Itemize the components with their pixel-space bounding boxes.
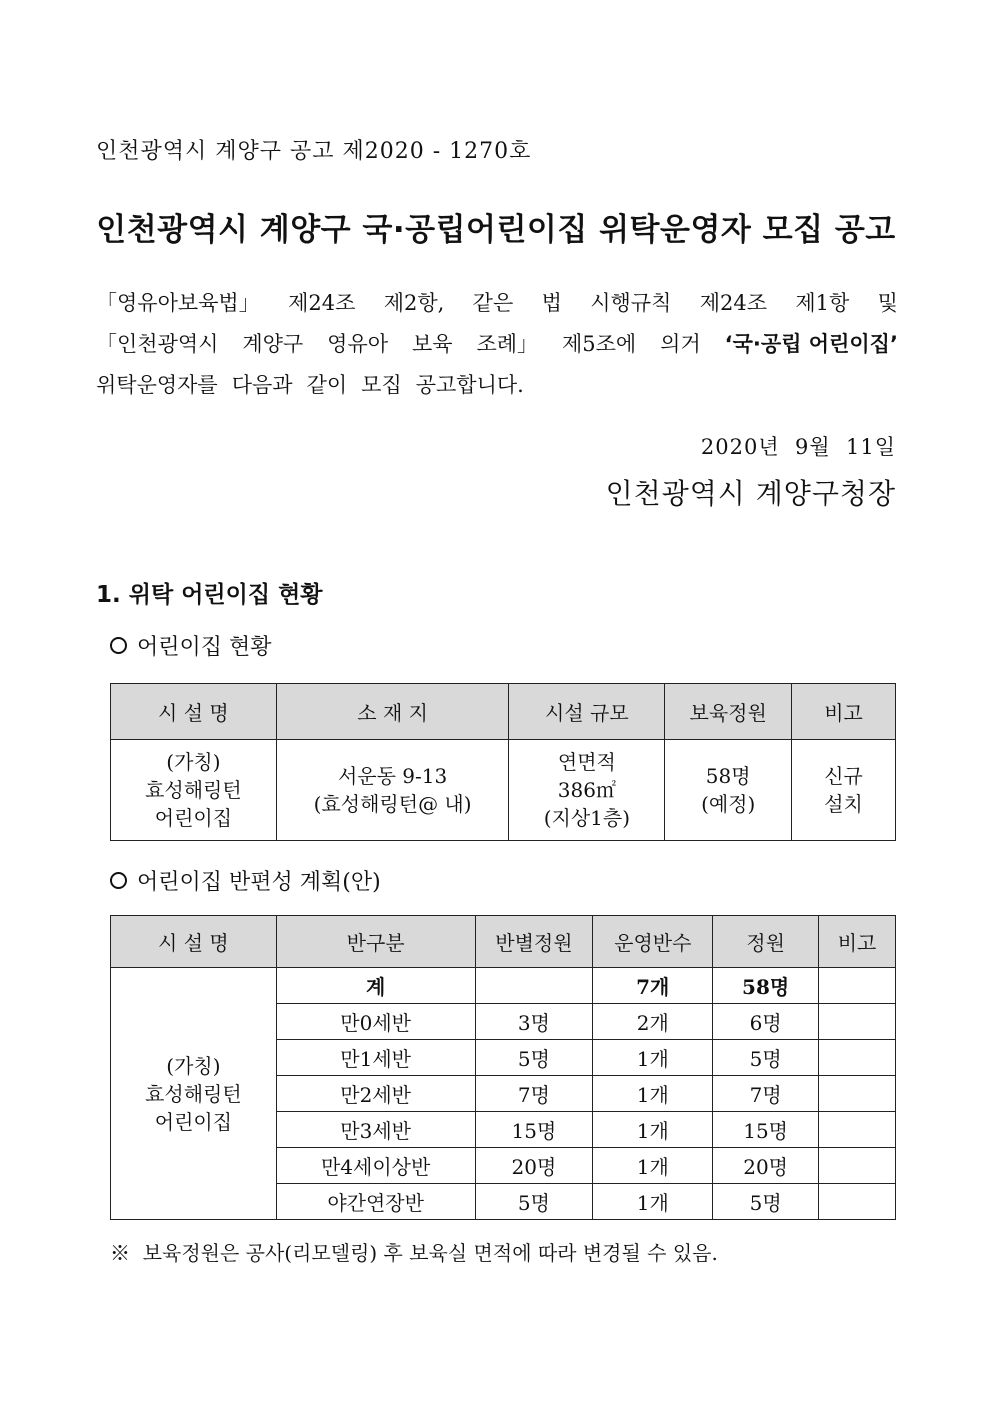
plan-heading-text: 어린이집 반편성 계획(안)	[137, 870, 381, 895]
table-row-total	[111, 968, 896, 1004]
status-table	[110, 683, 896, 841]
issuer-name: 인천광역시 계양구청장	[605, 477, 896, 510]
per-class-cell: 5명	[475, 1040, 593, 1076]
intro-line-2	[96, 324, 898, 365]
cell-line: (가칭)	[166, 750, 221, 774]
intro-word: 조례」	[476, 332, 539, 356]
col-header: 반구분	[276, 916, 475, 968]
intro-word: 「영유아보육법」	[96, 291, 260, 315]
circle-bullet-icon	[110, 637, 127, 654]
cell-line: 어린이집	[154, 1109, 233, 1134]
plan-heading	[110, 865, 381, 896]
note-cell	[819, 1184, 896, 1220]
intro-line-3	[96, 365, 898, 406]
page-title: 인천광역시 계양구 국·공립어린이집 위탁운영자 모집 공고	[96, 212, 896, 248]
intro-word: 같은	[472, 291, 514, 315]
facility-name-cell	[111, 968, 277, 1220]
class-cell: 만4세이상반	[276, 1148, 475, 1184]
circle-bullet-icon	[110, 872, 127, 889]
cell-line: 연면적	[557, 750, 616, 774]
cell-line: 효성해링턴	[145, 1081, 242, 1106]
intro-word: 다음과	[231, 373, 293, 397]
col-header: 시설 규모	[509, 684, 665, 740]
col-header: 비고	[792, 684, 896, 740]
footnote: ※ 보육정원은 공사(리모델링) 후 보육실 면적에 따라 변경될 수 있음.	[110, 1241, 718, 1265]
col-header: 소 재 지	[276, 684, 509, 740]
col-header: 정원	[713, 916, 819, 968]
capacity-cell	[665, 740, 792, 841]
class-cell: 야간연장반	[276, 1184, 475, 1220]
note-cell	[819, 1004, 896, 1040]
per-class-cell: 3명	[475, 1004, 593, 1040]
table-row	[111, 740, 896, 841]
count-cell: 1개	[593, 1040, 713, 1076]
intro-word: 시행규칙	[590, 291, 672, 315]
cell-line: 설치	[824, 792, 863, 816]
col-header: 비고	[819, 916, 896, 968]
note-cell	[819, 1112, 896, 1148]
class-cell: 만0세반	[276, 1004, 475, 1040]
col-header: 운영반수	[593, 916, 713, 968]
intro-word: 모집	[361, 373, 402, 397]
cell-line: 어린이집	[154, 806, 233, 830]
class-cell: 계	[276, 968, 475, 1004]
intro-word: 제2항,	[383, 291, 445, 315]
per-class-cell	[475, 968, 593, 1004]
intro-word: 위탁운영자를	[96, 373, 218, 397]
intro-word: 및	[877, 291, 898, 315]
total-cell: 5명	[713, 1040, 819, 1076]
intro-word: 같이	[306, 373, 348, 397]
total-cell: 58명	[713, 968, 819, 1004]
count-cell: 1개	[593, 1184, 713, 1220]
col-header: 보육정원	[665, 684, 792, 740]
class-cell: 만3세반	[276, 1112, 475, 1148]
cell-line: 신규	[824, 764, 863, 788]
per-class-cell: 20명	[475, 1148, 593, 1184]
intro-word: 제5조에	[562, 332, 637, 356]
count-cell: 7개	[593, 968, 713, 1004]
intro-word: 제24조	[699, 291, 768, 315]
intro-word: 영유아	[327, 332, 389, 356]
count-cell: 2개	[593, 1004, 713, 1040]
intro-word: 의거	[660, 332, 701, 356]
note-cell	[819, 1148, 896, 1184]
count-cell: 1개	[593, 1148, 713, 1184]
intro-word: 공고합니다.	[415, 373, 524, 397]
intro-word: 보육	[411, 332, 453, 356]
table-header-row	[111, 916, 896, 968]
cell-line: 58명	[705, 764, 751, 788]
intro-word: 법	[541, 291, 562, 315]
total-cell: 6명	[713, 1004, 819, 1040]
cell-line: 서운동 9-13	[337, 764, 448, 788]
note-cell	[819, 968, 896, 1004]
intro-word: 제24조	[288, 291, 356, 315]
col-header: 시 설 명	[111, 684, 277, 740]
per-class-cell: 7명	[475, 1076, 593, 1112]
class-cell: 만1세반	[276, 1040, 475, 1076]
cell-line: 효성해링턴	[145, 778, 242, 802]
col-header: 시 설 명	[111, 916, 277, 968]
total-cell: 20명	[713, 1148, 819, 1184]
count-cell: 1개	[593, 1112, 713, 1148]
note-cell	[819, 1076, 896, 1112]
intro-word: 「인천광역시	[96, 332, 219, 356]
class-cell: 만2세반	[276, 1076, 475, 1112]
per-class-cell: 5명	[475, 1184, 593, 1220]
notice-date: 2020년 9월 11일	[700, 435, 896, 459]
cell-line: 386㎡	[557, 778, 616, 802]
size-cell	[509, 740, 665, 841]
intro-word: 제1항	[795, 291, 850, 315]
cell-line: (예정)	[701, 792, 756, 816]
status-heading	[110, 630, 272, 661]
location-cell	[276, 740, 509, 841]
total-cell: 5명	[713, 1184, 819, 1220]
intro-line-1	[96, 283, 898, 324]
note-cell	[792, 740, 896, 841]
cell-line: (효성해링턴@ 내)	[313, 792, 472, 816]
status-heading-text: 어린이집 현황	[137, 635, 272, 660]
per-class-cell: 15명	[475, 1112, 593, 1148]
intro-paragraph	[96, 283, 898, 406]
section-title: 1. 위탁 어린이집 현황	[96, 582, 323, 608]
total-cell: 15명	[713, 1112, 819, 1148]
table-header-row	[111, 684, 896, 740]
notice-number: 인천광역시 계양구 공고 제2020 - 1270호	[96, 139, 532, 164]
cell-line: (가칭)	[166, 1053, 221, 1078]
note-cell	[819, 1040, 896, 1076]
col-header: 반별정원	[475, 916, 593, 968]
total-cell: 7명	[713, 1076, 819, 1112]
count-cell: 1개	[593, 1076, 713, 1112]
facility-name-cell	[111, 740, 277, 841]
intro-word: 계양구	[242, 332, 304, 356]
class-plan-table	[110, 915, 896, 1220]
intro-emphasis: ‘국·공립 어린이집’	[724, 332, 898, 356]
cell-line: (지상1층)	[543, 806, 630, 830]
